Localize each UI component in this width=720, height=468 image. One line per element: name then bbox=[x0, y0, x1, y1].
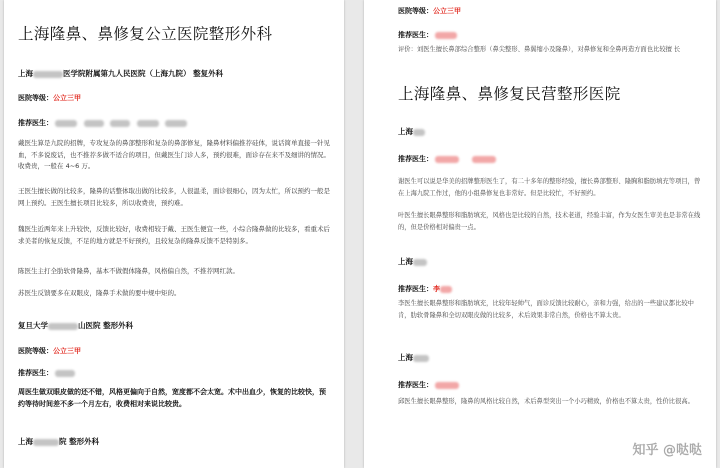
hospital-name-suffix: 院 整形外科 bbox=[59, 437, 100, 446]
recommended-doctors-top bbox=[398, 30, 457, 40]
redacted-text bbox=[110, 120, 130, 127]
paragraph: 陈医生主打全肋软骨隆鼻，基本不做假体隆鼻，风格偏自然，不推荐网红款。 bbox=[18, 267, 239, 275]
hospital-name-prefix: 上海 bbox=[18, 437, 33, 446]
hospital-name-prefix: 上海 bbox=[18, 69, 33, 78]
grade-value: 公立三甲 bbox=[53, 94, 81, 102]
recommended-doctors-r3 bbox=[398, 380, 459, 390]
hospital-name-2 bbox=[18, 320, 133, 331]
redacted-text bbox=[84, 120, 104, 127]
redacted-text bbox=[33, 71, 63, 78]
doctor-name-prefix: 李 bbox=[433, 285, 440, 293]
hospital-name-1 bbox=[18, 68, 223, 79]
grade-value: 公立三甲 bbox=[433, 7, 461, 15]
hospital-name-prefix: 复旦大学 bbox=[18, 321, 48, 330]
grade-label: 医院等级： bbox=[18, 347, 53, 355]
redacted-text bbox=[48, 323, 78, 330]
doctors-label: 推荐医生： bbox=[18, 369, 53, 377]
paragraph: 李医生擅长眼鼻整形和脂肪填充，比较年轻帅气，面诊反馈比较耐心，亲和力强，给出的一些建议都比较中肯，肋软骨隆鼻和全切双眼皮做的比较多，术后效果非常自然，价格也不算太贵。 bbox=[398, 300, 694, 319]
doctors-label: 推荐医生： bbox=[398, 155, 433, 163]
redacted-text bbox=[440, 286, 452, 293]
paragraph: 王医生擅长做的比较多，隆鼻的话整体取出做的比较多，人很温柔，面诊很细心，因为太忙，所以预约一般是网上预约。王医生擅长项目比较多，所以收费贵，预约难。 bbox=[18, 187, 330, 207]
clinic-name-prefix: 上海 bbox=[398, 353, 413, 362]
paragraph: 戴医生算是九院的招牌，专攻复杂的鼻部整形和复杂的鼻部修复，隆鼻材料偏推荐硅体，说话简单直接一针见血，不多说废话，也不推荐多做不适合的项目，但戴医生门诊人多，预约很难，面诊存在来不及细讲的情况。收费贵，一般在 4~6 万。 bbox=[18, 139, 330, 170]
hospital-name-3 bbox=[18, 436, 99, 447]
zhihu-watermark: 知乎 @哒哒 bbox=[632, 443, 702, 458]
doctors-label: 推荐医生： bbox=[18, 119, 53, 127]
redacted-text bbox=[55, 120, 77, 127]
document-page-right bbox=[364, 0, 716, 468]
page-title: 上海隆鼻、鼻修复公立医院整形外科 bbox=[18, 25, 273, 43]
clinic-name-3 bbox=[398, 352, 429, 363]
clinic-name-prefix: 上海 bbox=[398, 257, 413, 266]
redacted-text bbox=[55, 370, 75, 377]
paragraph: 苏医生反馈要多在双眼皮，隆鼻手术做的要中规中矩的。 bbox=[18, 289, 181, 297]
paragraph: 谢医生可以说是华美的招牌整形医生了，有二十多年的整形经验，擅长鼻部整形、隆胸和脂肪填充等项目，曾在上海九院工作过，他的小组鼻修复也非常好。但是比较忙，不好预约。 bbox=[398, 178, 701, 197]
section-title: 上海隆鼻、鼻修复民营整形医院 bbox=[398, 85, 621, 103]
redacted-text bbox=[472, 156, 496, 163]
paragraph: 周医生做双眼皮做的还不错，风格更偏向于自然，宽度都不会太宽。术中出血少，恢复的比较快，预约等待时间差不多一个月左右，收费相对来说比较贵。 bbox=[18, 388, 326, 408]
clinic-name-prefix: 上海 bbox=[398, 127, 413, 136]
grade-value: 公立三甲 bbox=[53, 347, 81, 355]
paragraph: 叶医生擅长眼鼻整形和脂肪填充，风格也是比较的自然，技术老道，经验丰富，作为女医生审美也是非常在线的，但是价格相对偏贵一点。 bbox=[398, 212, 701, 231]
redacted-text bbox=[435, 156, 459, 163]
redacted-text bbox=[33, 439, 59, 446]
redacted-text bbox=[435, 382, 459, 389]
doctors-label: 推荐医生： bbox=[398, 285, 433, 293]
doctors-label: 推荐医生： bbox=[398, 31, 433, 39]
hospital-name-suffix: 山医院 整形外科 bbox=[78, 321, 134, 330]
hospital-name-suffix: 医学院附属第九人民医院（上海九院） 整复外科 bbox=[63, 69, 224, 78]
hospital-grade-2 bbox=[18, 346, 81, 356]
recommended-doctors-r2 bbox=[398, 284, 452, 294]
recommended-doctors-r1 bbox=[398, 154, 496, 164]
document-page-left bbox=[4, 0, 344, 468]
redacted-text bbox=[165, 120, 187, 127]
clinic-name-2 bbox=[398, 256, 427, 267]
redacted-text bbox=[413, 259, 427, 266]
hospital-grade-top bbox=[398, 6, 461, 16]
redacted-text bbox=[413, 355, 429, 362]
clinic-name-1 bbox=[398, 126, 425, 137]
redacted-text bbox=[413, 129, 425, 136]
paragraph: 魏医生近两年来上升较快，反馈比较好，收费相较于戴、王医生便宜一些，小综合隆鼻做的比较多，看重术后求美者的恢复反馈，不足的地方就是不好预约，且较复杂的隆鼻反馈不是特别多。 bbox=[18, 225, 330, 245]
doctors-label: 推荐医生： bbox=[398, 381, 433, 389]
doctor-comment: 评价：刘医生擅长鼻部综合整形（鼻尖整形、鼻翼缩小及隆鼻），对鼻修复和全鼻再造方面也比较擅 长 bbox=[398, 46, 681, 53]
paragraph: 邱医生擅长眼鼻整形，隆鼻的风格比较自然，术后鼻型突出一个小巧精致，价格也不算太贵，性价比很高。 bbox=[398, 398, 694, 405]
grade-label: 医院等级： bbox=[398, 7, 433, 15]
redacted-text bbox=[137, 120, 159, 127]
hospital-grade-1 bbox=[18, 93, 81, 103]
grade-label: 医院等级： bbox=[18, 94, 53, 102]
redacted-text bbox=[435, 32, 457, 39]
recommended-doctors-2 bbox=[18, 368, 75, 378]
recommended-doctors-1 bbox=[18, 118, 187, 128]
